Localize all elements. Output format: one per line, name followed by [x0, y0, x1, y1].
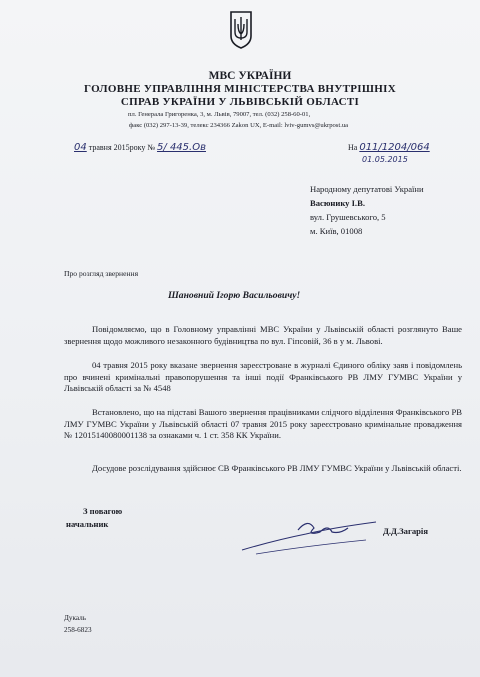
paragraph-3: Встановлено, що на підставі Вашого звернення працівниками слідчого відділення Франківського РВ ЛМУ ГУМВС України у Львівській області 07 травня 2015 року зареєстровано кримінальне провадження № 12015140080001138 за ознаками ч. 1 ст. 358 КК України. [64, 407, 462, 441]
incoming-date: 01.05.2015 [362, 155, 408, 164]
address-line2: факс (032) 297-13-39, телекс 234366 Zakon UX, E-mail: lviv-gumvs@ukrpost.ua [129, 122, 349, 129]
recipient-street: вул. Грушевського, 5 [310, 212, 386, 222]
greeting: Шановний Ігорю Васильовичу! [168, 290, 301, 301]
outgoing-date: 04 [74, 142, 87, 153]
recipient-name: Васюнику І.В. [310, 198, 365, 208]
ministry-title: МВС УКРАЇНИ [208, 70, 292, 82]
outgoing-registration [74, 142, 206, 153]
address-line1: пл. Генерала Григоренка, 3, м. Львів, 79007, тел. (032) 258-60-01, [128, 111, 311, 118]
subject-line: Про розгляд звернення [64, 269, 139, 278]
handwritten-signature [236, 510, 386, 558]
signer-title: начальник [66, 519, 109, 529]
trident-coat-of-arms-icon [229, 10, 253, 50]
incoming-label: На [348, 143, 358, 152]
paragraph-1: Повідомляємо, що в Головному управлінні МВС України у Львівській області розглянуто Ваше звернення щодо можливого незаконного будівництва по вул. Гіпсовій, 36 в у м. Львові. [64, 324, 462, 346]
recipient-title: Народному депутатові України [310, 184, 424, 194]
department-title-line2: СПРАВ УКРАЇНИ У ЛЬВІВСЬКІЙ ОБЛАСТІ [120, 96, 360, 108]
recipient-block [310, 182, 480, 238]
outgoing-month-year: травня 2015року № [88, 143, 156, 152]
executor-phone: 258-6823 [64, 626, 92, 634]
paragraph-4: Досудове розслідування здійснює СВ Франківського РВ ЛМУ ГУМВС України у Львівській області. [92, 463, 462, 473]
outgoing-number: 5/ 445.Ов [157, 142, 206, 153]
executor-name: Дукаль [64, 614, 86, 622]
paragraph-2: 04 травня 2015 року вказане звернення зареєстроване в журналі Єдиного обліку заяв і повідомлень про вчинені кримінальні правопорушення та інші події Франківського РВ ЛМУ ГУМВС України у Львівській області за № 4548 [64, 360, 462, 394]
recipient-city: м. Київ, 01008 [310, 226, 363, 236]
closing-phrase: З повагою [83, 506, 123, 516]
department-title-line1: ГОЛОВНЕ УПРАВЛІННЯ МІНІСТЕРСТВА ВНУТРІШНІХ [84, 83, 396, 95]
signer-name: Д.Д.Загарія [383, 526, 428, 536]
incoming-registration [348, 142, 430, 153]
incoming-number: 011/1204/064 [359, 142, 430, 153]
